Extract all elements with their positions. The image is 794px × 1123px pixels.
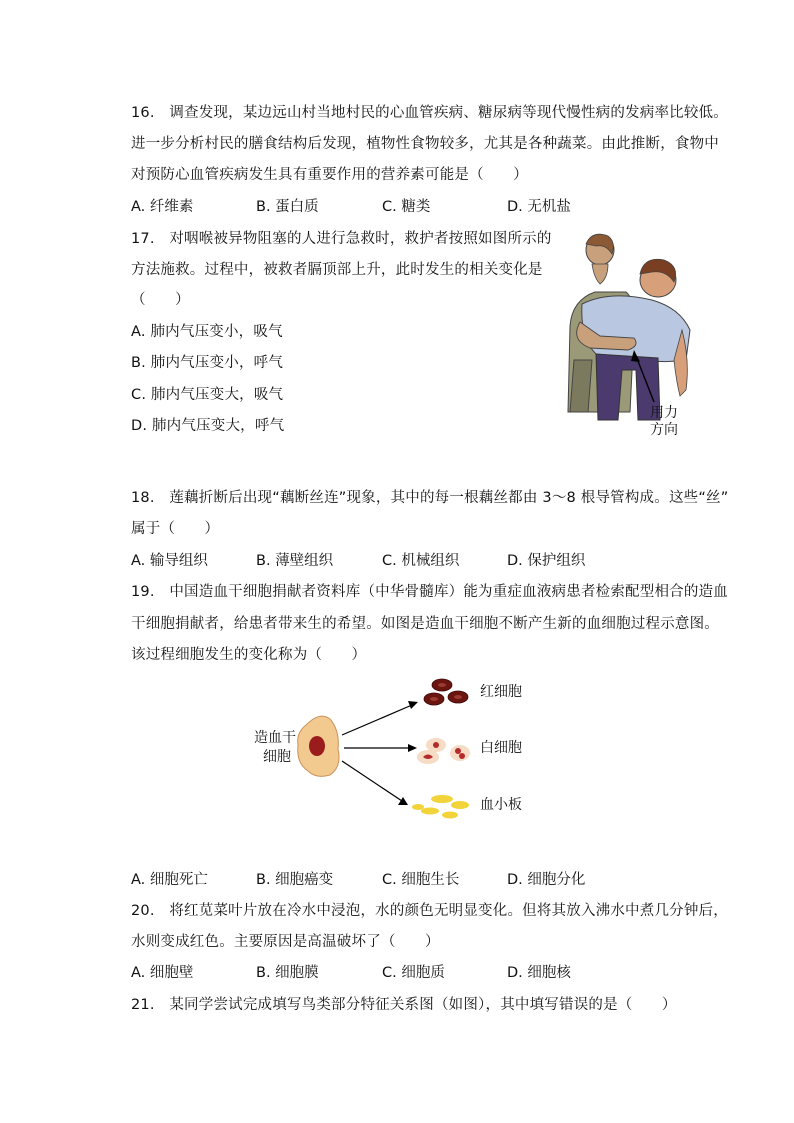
q18-line-1: 18. 莲藕折断后出现“藕断丝连”现象，其中的每一根藕丝都由 3～8 根导管构成。这些“丝” (131, 490, 729, 506)
q19-option-a: A. 细胞死亡 (131, 872, 208, 888)
q18-option-c: C. 机械组织 (382, 553, 460, 569)
q17-line-2: 方法施救。过程中，被救者膈顶部上升，此时发生的相关变化是 (131, 262, 543, 278)
stem-cell-nucleus (309, 736, 325, 756)
q18-line-2: 属于（ ） (131, 521, 220, 537)
stem-cell-label-1: 造血干 (254, 730, 296, 746)
q17-line-3: （ ） (131, 292, 190, 308)
white-cell-label: 白细胞 (480, 740, 522, 756)
q19-option-c: C. 细胞生长 (382, 872, 460, 888)
q19-option-d: D. 细胞分化 (507, 872, 586, 888)
q20-option-d: D. 细胞核 (507, 965, 571, 981)
arrow-to-platelet (342, 761, 402, 801)
q16-line-3: 对预防心血管疾病发生具有重要作用的营养素可能是（ ） (131, 167, 528, 183)
q20-option-c: C. 细胞质 (382, 965, 445, 981)
q18-option-b: B. 薄壁组织 (256, 553, 334, 569)
q19-line-2: 干细胞捐献者，给患者带来生的希望。如图是造血干细胞不断产生新的血细胞过程示意图。 (131, 616, 719, 632)
q20-option-a: A. 细胞壁 (131, 965, 194, 981)
q16-line-2: 进一步分析村民的膳食结构后发现，植物性食物较多，尤其是各种蔬菜。由此推断，食物中 (131, 136, 719, 152)
arrow-to-red (342, 705, 412, 735)
q20-line-1: 20. 将红苋菜叶片放在冷水中浸泡，水的颜色无明显变化。但将其放入沸水中煮几分钟后， (131, 903, 728, 919)
q16-option-c: C. 糖类 (382, 199, 431, 215)
q16-option-a: A. 纤维素 (131, 199, 194, 215)
q21-line-1: 21. 某同学尝试完成填写鸟类部分特征关系图（如图），其中填写错误的是（ ） (131, 997, 677, 1013)
q20-line-2: 水则变成红色。主要原因是高温破坏了（ ） (131, 934, 440, 950)
q19-line-1: 19. 中国造血干细胞捐献者资料库（中华骨髓库）能为重症血液病患者检索配型相合的造血 (131, 584, 728, 600)
q17-line-1: 17. 对咽喉被异物阻塞的人进行急救时，救护者按照如图所示的 (131, 231, 552, 247)
q17-option-a: A. 肺内气压变小，吸气 (131, 324, 283, 340)
force-label-1: 用力 (650, 405, 678, 421)
q16-option-d: D. 无机盐 (507, 199, 571, 215)
q19-line-3: 该过程细胞发生的变化称为（ ） (131, 647, 367, 663)
q20-option-b: B. 细胞膜 (256, 965, 319, 981)
stem-cell-diagram (290, 675, 480, 830)
q16-option-b: B. 蛋白质 (256, 199, 319, 215)
red-cell-label: 红细胞 (480, 684, 522, 700)
q18-option-d: D. 保护组织 (507, 553, 586, 569)
q19-option-b: B. 细胞癌变 (256, 872, 334, 888)
q17-option-b: B. 肺内气压变小，呼气 (131, 355, 284, 371)
platelet-label: 血小板 (480, 797, 522, 813)
stem-cell-label-2: 细胞 (263, 749, 291, 765)
q17-option-d: D. 肺内气压变大，呼气 (131, 418, 285, 434)
q18-option-a: A. 输导组织 (131, 553, 208, 569)
q17-option-c: C. 肺内气压变大，吸气 (131, 387, 284, 403)
force-label-2: 方向 (650, 422, 678, 438)
q16-line-1: 16. 调查发现，某边远山村当地村民的心血管疾病、糖尿病等现代慢性病的发病率比较低。 (131, 105, 728, 121)
